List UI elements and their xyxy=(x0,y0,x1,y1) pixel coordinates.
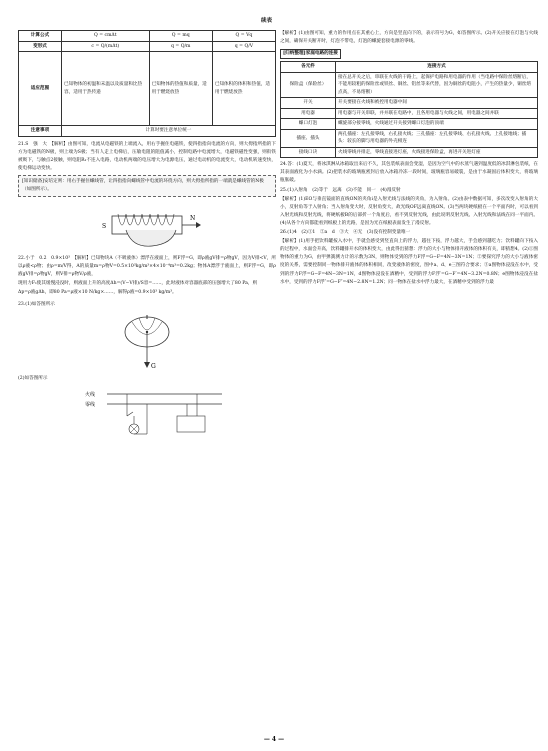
wiring-table xyxy=(280,61,538,158)
hand-solenoid-diagram xyxy=(92,200,202,252)
gravity-diagram xyxy=(112,312,182,372)
row-head: 变形式 xyxy=(19,41,62,52)
table-cell: 已知体积的体积和热值，适用于燃烧放热 xyxy=(212,52,275,126)
answer-26: 26.(1)4 (2)①1 ②a d ③大 ④无 (3)没有控制变量唯一 xyxy=(280,230,411,236)
table-row xyxy=(281,108,538,119)
table-row xyxy=(281,72,538,98)
table-row xyxy=(281,129,538,147)
col-header: 连接方式 xyxy=(336,62,538,73)
table-header-row xyxy=(281,62,538,73)
live-wire-label: 火线 xyxy=(85,391,96,398)
answer-23-2: (2)如答图所示 xyxy=(18,375,48,381)
circuit-figure xyxy=(18,386,276,438)
g-label: G xyxy=(151,362,156,370)
summary-tag: [归纳整理]家庭电路的连接 xyxy=(280,49,341,59)
col-header: 各元件 xyxy=(281,62,336,73)
page-number: — 4 — xyxy=(263,736,285,743)
answer-25: 25.(1)入射角 (2)等于 远离 (3)不能 同一 (4)漫反射 xyxy=(280,187,401,193)
component-name: 用电器 xyxy=(281,108,336,119)
table-cell: 已知物体的初温和末温以及质量和比热容，适用于热传递 xyxy=(62,52,150,126)
component-desc: 接在总开关之后，串联在火线的干路上，起保护电路和用电器的作用（当电路中保险丝熔断后，不能用较粗的保险丝或铁丝、铜丝、铝丝等来代替，因为铜丝的电阻小，产生的热量少，铜丝熔点高，不易熔断） xyxy=(336,72,538,98)
answer-21: 21.S 强 大 【解析】由图可知，电流从电磁铁的上端流入，用右手握住电磁铁，使四指指向电流的方向，则大拇指所指的下方为电磁铁的N极，则上端为S极；当有人走上电梯后，压敏电阻的阻值减小，控制电路中电流增大，电磁铁磁性变强，则衔铁被吸下，与触点2接触，则电阻R₁不连入电路，电动机两端的电压增大为电源电压，通过电动机的电流变大，电动机转速变快，使电梯运动变快。 xyxy=(18,141,276,171)
component-desc: 开关要接在火线和被控用电器中间 xyxy=(336,98,538,109)
table-cell: q = Q/m xyxy=(149,41,212,52)
table-cell: Q = mq xyxy=(149,31,212,42)
component-name: 保险盒（保险丝） xyxy=(281,72,336,98)
continued-label: 续表 xyxy=(260,18,272,24)
component-name: 开关 xyxy=(281,98,336,109)
table-cell: Q = Vq xyxy=(212,31,275,42)
table-row xyxy=(19,41,276,52)
solenoid-figure xyxy=(18,200,276,252)
component-name: 螺口灯泡 xyxy=(281,119,336,130)
table-cell: 计算时要注意单位统一 xyxy=(62,126,276,137)
answer-23-1: 23.(1)如答图所示 xyxy=(18,301,55,307)
answer-23-explanation: 【解析】(1)由图可知，重力的作用点在其重心上，方向是竖直向下的，表示符号为G，如答图所示。(2)开关应接在灯泡与火线之间，确保开关断开时，灯泡不带电，灯泡的螺旋套接电源的零线。 xyxy=(280,31,538,45)
answer-25-explanation: 【解析】(1)EO与垂直镜面的直线ON的夹角i是入射光线与法线的夹角，为入射角。(2)由表中数据可知，多次改变入射角的大小，反射角等于入射角；当入射角变大时，反射角变大，故光线OF远离直线ON。(3)当两块硬纸板在一个平面内时，可以看到入射光线和反射光线，将硬纸板B的后部折一个角度后，看不到反射光线，由此说明反射光线、入射光线和法线在同一平面内。(4)从各个方向都能看到纸板上的光路，是因为光在纸板表面发生了漫反射。 xyxy=(280,196,538,226)
table-cell: Q = cmΔt xyxy=(62,31,150,42)
table-row xyxy=(19,126,276,137)
left-column xyxy=(18,30,276,441)
table-row xyxy=(19,52,276,126)
component-desc: 两孔插座：左孔接零线，右孔接火线；三孔插座：左孔接零线、右孔接火线、上孔接地线；插头：较长的脚与用电器的外壳相连 xyxy=(336,129,538,147)
answer-24: 24.答：(1)夏天，将冰淇淋从冰箱取出来后不久，其包装纸表面会变湿，是因为空气中的水蒸气遇到温度低的冰淇淋包装纸，在其表面液化为小水滴。(2)把装水的玻璃瓶密封后放入冰箱冷冻一段时间，玻璃瓶容易破裂，是由于水凝固后体积变大，将玻璃瓶胀破。 xyxy=(280,162,538,184)
answer-22: 22.小于 0.2 0.9×10³ 【解析】已知物块A（不吸液体）漂浮在液面上，则F浮=G，即ρ液gV排=ρ物gV，因为V排<V，所以ρ液<ρ物；由ρ=m/V得，A的质量m=ρ物V=0.5×10³kg/m³×4×10⁻⁴m³=0.2kg；物体A漂浮于液面上，则F浮=G，即ρ液gV排=ρ物gV，则V排=ρ物V/ρ液， xyxy=(18,256,276,278)
answer-22-cont: 现用力F₁使其缓慢浸没时，则液面上升的高度Δh=(V−V排)/S容=……，此时液体对容器底部的压强增大了80 Pa，则 xyxy=(18,281,258,287)
table-row xyxy=(281,98,538,109)
answer-22-end: Δp=ρ液gΔh，即80 Pa=ρ液×10 N/kg×……，解得ρ液=0.9×10³ kg/m³。 xyxy=(18,290,177,296)
row-head: 适应范围 xyxy=(19,52,62,126)
svg-text:S: S xyxy=(102,223,107,231)
table-row xyxy=(281,119,538,130)
answer-26-explanation: 【解析】(1)用手把饮料罐按入水中，手就会感受到竖直向上的浮力，越往下按，浮力越大，手会感到越吃力；饮料罐向下按入的过程中，水面会升高，饮料罐排开水的体积变大，由此得出猜想：浮力的大小与物体排开液体的体积有关，即猜想4。(2)①图物体的重力为G，由甲弹簧测力计的示数为3N，则物体受到的浮力F浮=G−F=4N−3N=1N；②要探究浮力的大小与液体密度的关系，需要控制同一物体排开液体的体积相同，改变液体的密度，图中a、d、e三图符合要求；③a图物体浸没在水中，受到的浮力F浮=G−F=4N−3N=1N，d图物体浸没在酒精中，受到的浮力F浮′=G−F′=4N−3.2N=0.8N；e图物体浸没在盐水中，受到的浮力F浮″=G−F″=4N−2.8N=1.2N；同一物体在盐水中浮力最大，在酒精中受到的浮力最 xyxy=(280,239,538,285)
neutral-wire-label: 零线 xyxy=(85,401,96,408)
table-row xyxy=(19,31,276,42)
component-name: 接线口诀 xyxy=(281,147,336,158)
right-column xyxy=(280,30,538,288)
row-head: 注意事项 xyxy=(19,126,62,137)
heat-formula-table xyxy=(18,30,276,137)
component-desc: 用电器与开关串联，并并联在电路中，且各用电器与火线之间，用电器之间并联 xyxy=(336,108,538,119)
svg-text:N: N xyxy=(190,215,196,223)
table-cell: c = Q/(mΔt) xyxy=(62,41,150,52)
table-cell: 已知物体的热值和质量，适用于燃烧放热 xyxy=(149,52,212,126)
row-head: 计算公式 xyxy=(19,31,62,42)
house-circuit-diagram xyxy=(67,386,227,438)
pumpkin-figure xyxy=(18,312,276,372)
component-desc: 火线零线并排走，零线直接进灯座，火线接进保险盒，再进开关进灯座 xyxy=(336,147,538,158)
knowledge-text: [知识储备]安培定则：用右手握住螺线管，让四指指向螺线管中电流的环绕方向，则大拇指所指的一端就是螺线管的N极（如图所示）。 xyxy=(22,178,264,192)
component-name: 插座、插头 xyxy=(281,129,336,147)
component-desc: 螺旋部分接零线，火线通过开关接到螺口灯泡的顶端 xyxy=(336,119,538,130)
table-cell: q = Q/V xyxy=(212,41,275,52)
table-row xyxy=(281,147,538,158)
knowledge-box xyxy=(18,175,276,197)
